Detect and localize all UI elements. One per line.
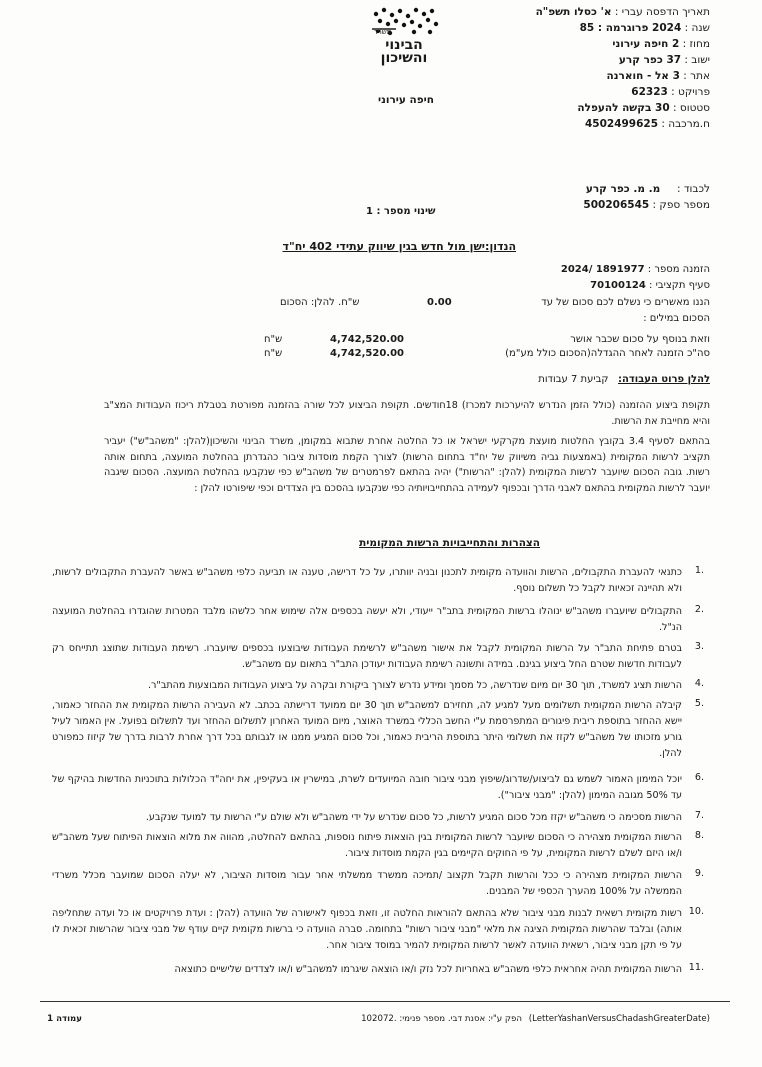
list-item: הרשות מסכימה כי משהב"ש יקזז מכל סכום המגיע לרשות, כל סכום שנדרש על ידי משהב"ש ולא שולם ע"י הרשות עד למועד שנקבע. <box>145 812 682 823</box>
list-item: הרשות המקומית תהיה אחראית כלפי משהב"ש באחריות לכל נזק ו/או הוצאה שיגרמו למשהב"ש ו/או לצדדים שלישיים כתוצאה <box>174 964 682 975</box>
order-number-line: הזמנה מספר : 1891977 /2024 <box>560 264 710 275</box>
item-number: .7 <box>694 810 704 821</box>
work-detail-title: להלן פרוט העבודה: <box>618 374 710 385</box>
list-item: בטרם פתיחת התב"ר על הרשות המקומית לקבל את אישור משהב"ש לרשימת העבודות שיבוצעו בכספים שיועברו. רשימת העבודות שתוצג תתייחס רק לעבודות חדשות שטרם החל ביצוע בגינם. במידה ותשונה רשימת העבודות יעודכן התב"ר בתאום עם משהב"ש. <box>52 643 682 670</box>
item-number: .1 <box>694 565 704 576</box>
currency-2: ש"ח <box>264 348 283 359</box>
footer-divider <box>40 1001 730 1002</box>
list-item: יוכל המימון האמור לשמש גם לביצוע/שדרוג/שיפוץ מבני ציבור חובה המיועדים לשרת, במישרין או בעקיפין, את יחה"ד הכלולות בתוכניות החדשות בהיקף של עד 50% מגובה המימון (להלן: "מבני ציבור"). <box>52 774 682 801</box>
list-item: כתנאי להעברת התקבולים, הרשות והוועדה מקומית לתכנון ובניה יוותרו, על כל דרישה, טענה או תביעה כלפי משהב"ש באשר להעברת התקבולים לרשות, ולא תהיינה זכאיות לקבל כל תשלום נוסף. <box>52 567 682 594</box>
item-number: .3 <box>694 641 704 652</box>
order-block <box>410 262 710 294</box>
accordance-paragraph: בהתאם לסעיף 3.4 בקובץ החלטות מועצת מקרקעי ישראל או כל החלטה אחרת שתבוא במקומן, משרד הבינוי והשיכון(להלן: "משהב"ש") יעביר תקציב לרשות המקומית (באמצעות גביה משיווק של יח"ד בתחום הרשות) לצורך הקמת מוסדות ציבור כהגדרתן בהחלטת המועצה, בתחום אותה רשות. גובה הסכום שיועבר לרשות המקומית (להלן: "הרשות") יהיה בהתאם לפרמטרים של משהב"ש כפי שנקבעו בהחלטת המועצה. הסכום שיגבה יועבר לרשות המקומית בהתאם לאבני הדרך ובכפוף לעמידה בהתחייבויותיה כפי שנקבעו בהסכם בין הצדדים וכפי שיפורטו להלן : <box>104 436 710 494</box>
recipient-line: לכבוד : מ. מ. כפר קרע <box>585 183 710 195</box>
work-detail-line <box>538 374 710 385</box>
currency-1: ש"ח <box>264 334 283 345</box>
total-line: סה"כ הזמנה לאחר ההגדלה(הסכום כולל מע"מ) <box>505 348 710 359</box>
zero-amount: 0.00 <box>427 297 452 308</box>
header-info-line: סטטוס : 30 בקשה להעפלה <box>577 102 710 114</box>
list-item: הרשות המקומית מצהירה כי ככל והרשות תקבל תקצוב /תמיכה ממשרד ממשלתי אחר עבור מוסדות הציבור, לא יעלה הסכום שמועבר מכלל משרדי הממשלה על 100% מהערך הכספי של המבנים. <box>52 870 682 897</box>
amount-2: 4,742,520.00 <box>330 348 405 359</box>
item-number: .8 <box>694 830 704 841</box>
section-title: הצהרות והתחייבויות הרשות המקומית <box>359 537 540 549</box>
additional-line: וזאת בנוסף על סכום שכבר אושר <box>570 334 710 345</box>
producer-info: הפק ע"י: אסנת דבי. מספר פנימי: .102072 <box>361 1014 522 1024</box>
subject-line: הנדון:ישן מול חדש בגין שיווק עתידי 402 יח"ד <box>282 240 516 253</box>
header-info-line: ח.מרכבה : 4502499625 <box>584 118 710 130</box>
template-name: (LetterYashanVersusChadashGreaterDate) <box>528 1014 710 1024</box>
header-info-line: שנה : 2024 פרוגרמה : 85 <box>579 22 710 34</box>
item-number: .10 <box>688 906 704 917</box>
execution-paragraph: תקופת ביצוע ההזמנה (כולל הזמן הנדרש להיערכות למכרז) 18חודשים. תקופת הביצוע לכל שורה בהזמנה מפורטת בטבלת ריכוז העבודות המצ"ב והיא מחייבת את הרשות. <box>104 400 710 427</box>
item-number: .5 <box>694 698 704 709</box>
work-detail-value: קביעת 7 עבודות <box>538 374 609 385</box>
item-number: .11 <box>688 962 704 973</box>
header-info-line: מחוז : 2 חיפה עירוני <box>612 38 710 50</box>
logo-line-3: והשיכון <box>380 50 428 66</box>
confirm-text: הננו מאשרים כי נשלם לכם סכום של עד <box>541 297 710 308</box>
supplier-line: מספר ספק : 500206545 <box>583 199 710 211</box>
list-item: רשות מקומית רשאית לבנות מבני ציבור שלא בהתאם להוראות החלטה זו, וזאת בכפוף לאישורה של הוועדה (להלן : ועדת פרויקטים או כל ועדה שתחליפה אותה) ובלבד שהרשות המקומית הציגה את מלאי "מבני ציבור רשות" בתחומה. סברה הוועדה כי ברשות מקומית קיים עודף של מבני ציבור שהרשות זכאית לו על פי תקן מבני ציבור, רשאית הוועדה לאשר לרשות המקומית להמיר במוסד ציבור אחר. <box>52 908 682 951</box>
page-number: עמודה 1 <box>47 1014 82 1024</box>
header-info-line: ישוב : 37 כפר קרע <box>618 54 710 66</box>
change-number: שינוי מספר : 1 <box>366 206 436 217</box>
header-info-line: תאריך הדפסה עברי : א' כסלו תשפ"ה <box>535 6 710 18</box>
header-info-line: אתר : 3 אל - חוארנה <box>606 70 710 82</box>
list-item: התקבולים שיועברו משהב"ש ינוהלו ברשות המקומית בתב"ר ייעודי, ולא יעשה בכספים אלה שימוש אחר כלשהו מלבד המטרות שהוגדרו בהחלטת המועצה הנ"ל. <box>52 606 682 633</box>
sum-in-words: הסכום במילים : <box>643 313 710 324</box>
logo-text <box>368 26 440 65</box>
zero-currency: ש"ח. להלן: הסכום <box>280 297 360 308</box>
amount-1: 4,742,520.00 <box>330 334 405 345</box>
budget-line: סעיף תקציבי : 70100124 <box>590 280 710 291</box>
recipient-block <box>470 181 710 213</box>
item-number: .2 <box>694 604 704 615</box>
department-name: חיפה עירוני <box>378 94 434 106</box>
logo-line-2: הבינוי <box>385 37 423 53</box>
logo-line-1: משרד <box>374 28 392 36</box>
header-info-line: פרויקט : 62323 <box>631 86 710 98</box>
list-item: קיבלה הרשות המקומית תשלומים מעל למגיע לה, תחזירם למשהב"ש תוך 30 יום ממועד דרישתה בכתב. לא העבירה הרשות המקומית את ההחזר כאמור, יישא ההחזר בתוספת ריבית פיגורים המתפרסמת ע"י החשב הכללי במשרד האוצר, מיום המועד האחרון לתשלום ההחזר ועד לתשלום בפועל. אין האמור לעיל גורע מזכותו של משהב"ש לקזז את תשלומי היתר בתוספת הריבית כאמור, וכל סכום המגיע ממנו או לגבותם בכל דרך אחרת לרבות בדרך של קיזוז כמפורט להלן. <box>52 700 682 759</box>
item-number: .9 <box>694 868 704 879</box>
item-number: .6 <box>694 772 704 783</box>
list-item: הרשות תציג למשרד, תוך 30 יום מיום שנדרשה, כל מסמך ומידע נדרש לצורך ביקורת ובקרה על ביצוע העבודות המבוצעות מהתב"ר. <box>147 680 682 691</box>
list-item: הרשות המקומית מצהירה כי הסכום שיועבר לרשות המקומית בגין הוצאות פיתוח נוספות, בהתאם להחלטה, מהווה את מלוא הוצאות הפיתוח שעל משהב"ש ו/או היזם לשלם לרשות המקומית, על פי החוקים הקיימים בגין הקמת מוסדות ציבור. <box>52 832 682 859</box>
item-number: .4 <box>694 678 704 689</box>
header-info <box>480 4 710 132</box>
